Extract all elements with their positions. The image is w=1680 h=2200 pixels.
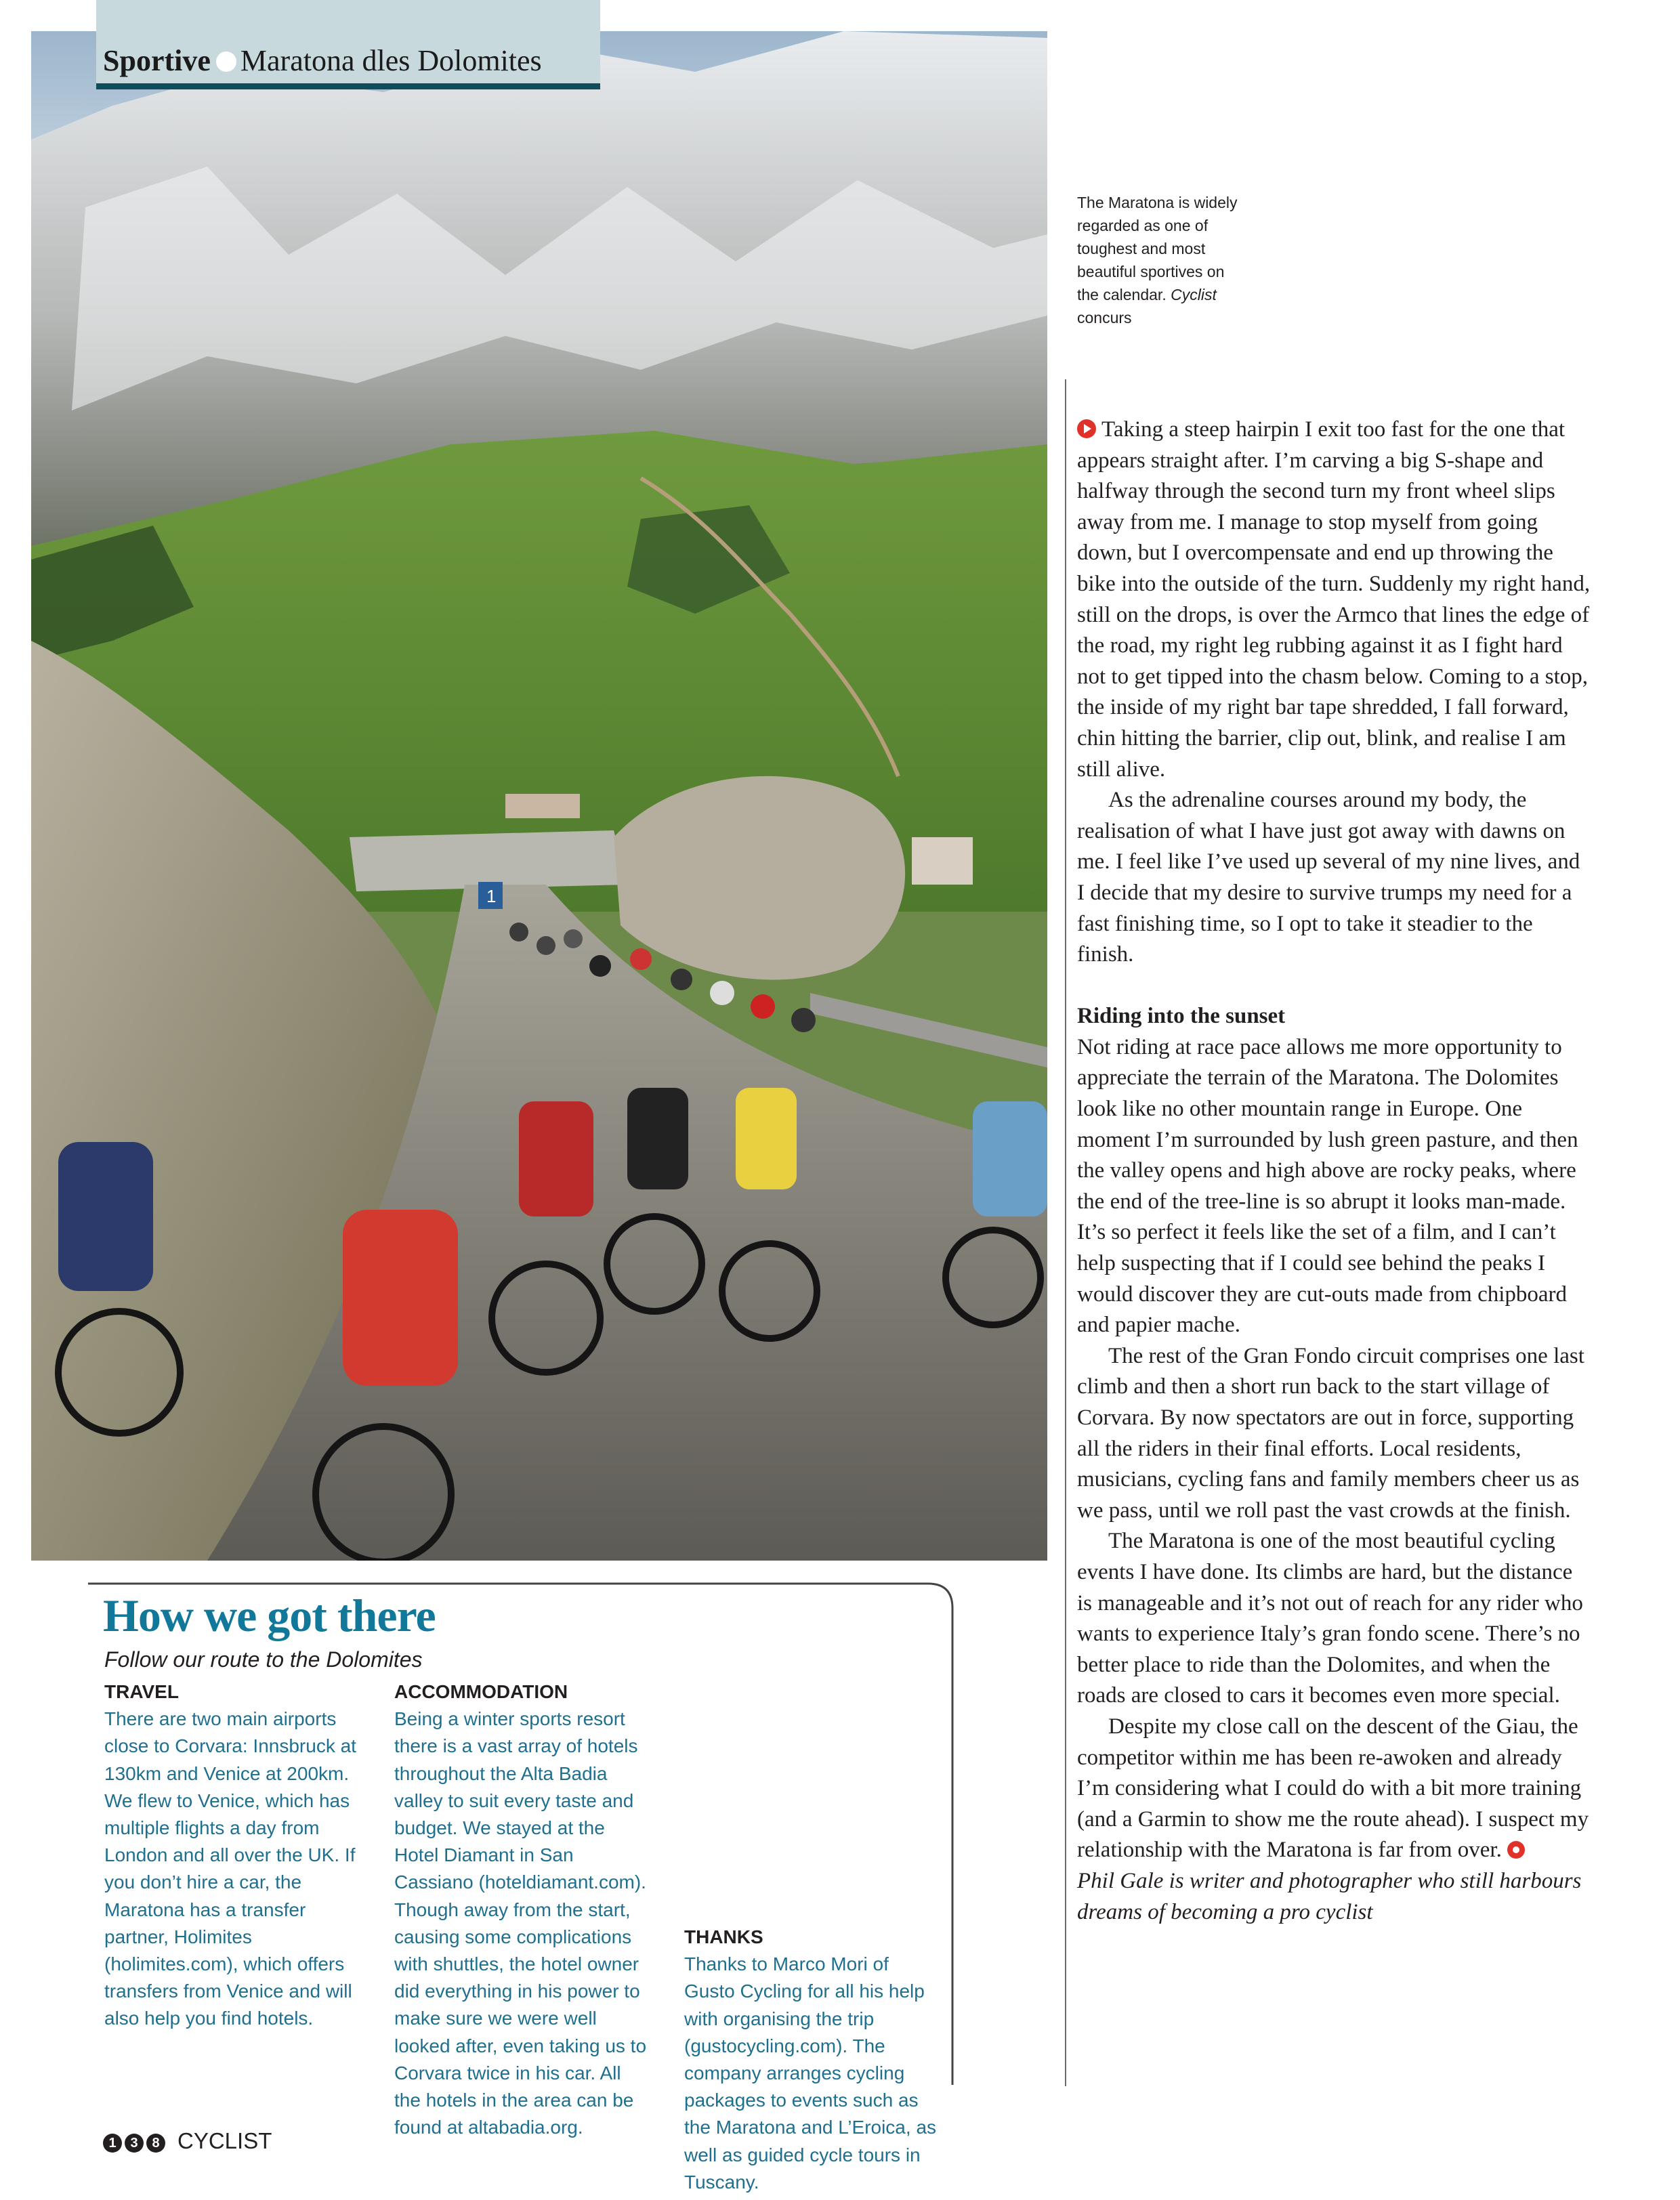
thanks-heading: THANKS xyxy=(684,1926,763,1947)
page-folio xyxy=(103,2128,272,2154)
accommodation-column xyxy=(394,1678,652,2141)
section-name: Sportive xyxy=(103,44,211,77)
paragraph-6: Despite my close call on the descent of the Giau, the competitor within me has been re-awoken and already I’m considering what I could do with a bit more training (and a Garmin to show me the route ahead). I suspect my relationship with the Maratona is far from over. xyxy=(1077,1714,1589,1863)
caption-italic: Cyclist xyxy=(1171,286,1217,303)
caption-tail: concurs xyxy=(1077,309,1132,326)
building-left xyxy=(505,794,580,818)
photo-caption xyxy=(1077,191,1240,329)
building-right xyxy=(912,837,973,885)
thanks-column xyxy=(684,1678,942,2196)
end-mark-icon xyxy=(1507,1841,1525,1859)
thanks-text: Thanks to Marco Mori of Gusto Cycling for all his help with organising the trip (gustocycling.com). The company arranges cycling packages to events such as the Maratona and L’Eroica, as well as guided cycle tours in Tuscany. xyxy=(684,1953,937,2193)
spacer xyxy=(684,1678,942,1924)
accommodation-heading: ACCOMMODATION xyxy=(394,1681,568,1702)
guardrail xyxy=(810,993,1047,1067)
paragraph xyxy=(1077,1712,1592,1866)
page-digit: 8 xyxy=(146,2134,165,2153)
bullet-dot-icon xyxy=(216,51,236,72)
subheading: Riding into the sunset xyxy=(1077,1004,1286,1029)
boulder xyxy=(614,776,905,980)
page-digit: 1 xyxy=(103,2134,122,2153)
info-title: How we got there xyxy=(103,1590,436,1641)
continue-arrow-icon xyxy=(1077,419,1096,438)
travel-text: There are two main airports close to Corvara: Innsbruck at 130km and Venice at 200km. We flew to Venice, which has multiple flights a day from London and all over the UK. If you don’t hire a car, the Maratona has a transfer partner, Holimites (holimites.com), which offers transfers from Venice and will also help you find hotels. xyxy=(104,1708,356,2029)
section-label xyxy=(103,43,542,78)
caption-text: The Maratona is widely regarded as one of toughest and most beautiful sportives on the calendar. xyxy=(1077,194,1238,303)
paragraph-2: As the adrenaline courses around my body, the realisation of what I have just got away with dawns on me. I feel like I’ve used up several of my nine lives, and I decide that my desire to survive trumps my need for a fast finishing time, so I opt to take it steadier to the finish. xyxy=(1077,788,1580,967)
article-body xyxy=(1077,415,1592,1928)
section-header xyxy=(96,0,600,89)
page-digit: 3 xyxy=(125,2134,144,2153)
magazine-name: CYCLIST xyxy=(177,2128,272,2153)
section-title: Maratona dles Dolomites xyxy=(240,44,542,77)
info-subtitle: Follow our route to the Dolomites xyxy=(104,1647,423,1672)
travel-heading: TRAVEL xyxy=(104,1681,179,1702)
author-bio: Phil Gale is writer and photographer who still harbours dreams of becoming a pro cyclist xyxy=(1077,1868,1582,1924)
column-divider xyxy=(1065,379,1066,2086)
photo-illustration xyxy=(31,31,1047,1561)
header-rule xyxy=(96,83,600,89)
paragraph-5: The Maratona is one of the most beautiful cycling events I have done. Its climbs are hard, but the distance is manageable and it’s not out of reach for any rider who wants to experience Italy’s gran fondo scene. There’s no better place to ride than the Dolomites, and when the roads are closed to cars it becomes even more special. xyxy=(1077,1529,1583,1708)
paragraph-4: The rest of the Gran Fondo circuit comprises one last climb and then a short run back to the start village of Corvara. By now spectators are out in force, supporting all the riders in their final efforts. Local residents, musicians, cycling fans and family members cheer us as we pass, until we roll past the vast crowds at the finish. xyxy=(1077,1343,1584,1523)
hero-photo xyxy=(31,31,1047,1561)
accommodation-text: Being a winter sports resort there is a vast array of hotels throughout the Alta Badia valley to suit every taste and budget. We stayed at the Hotel Diamant in San Cassiano (hoteldiamant.com). Though away from the start, causing some complications with shuttles, the hotel owner did everything in his power to make sure we were well looked after, even taking us to Corvara twice in his car. All the hotels in the area can be found at altabadia.org. xyxy=(394,1708,647,2138)
paragraph-1: Taking a steep hairpin I exit too fast for the one that appears straight after. I’m carving a big S-shape and halfway through the second turn my front wheel slips away from me. I manage to stop myself from going down, but I overcompensate and end up throwing the bike into the outside of the turn. Suddenly my right hand, still on the drops, is over the Armco that lines the edge of the road, my right leg rubbing against it as I fight hard not to get tipped into the chasm below. Coming to a stop, the inside of my right bar tape shredded, I fall forward, chin hitting the barrier, clip out, blink, and realise I am still alive. xyxy=(1077,417,1591,782)
road-sign-text: 1 xyxy=(486,886,497,906)
paragraph xyxy=(1077,415,1592,785)
paragraph-3: Not riding at race pace allows me more opportunity to appreciate the terrain of the Maratona. The Dolomites look like no other mountain range in Europe. One moment I’m surrounded by lush green pasture, and then the valley opens and high above are rocky peaks, where the end of the tree-line is so abrupt it looks man-made. It’s so perfect it feels like the set of a film, and I can’t help suspecting that if I could see behind the peaks I would discover they are cut-outs made from chipboard and papier mache. xyxy=(1077,1034,1578,1338)
travel-column xyxy=(104,1678,362,2033)
